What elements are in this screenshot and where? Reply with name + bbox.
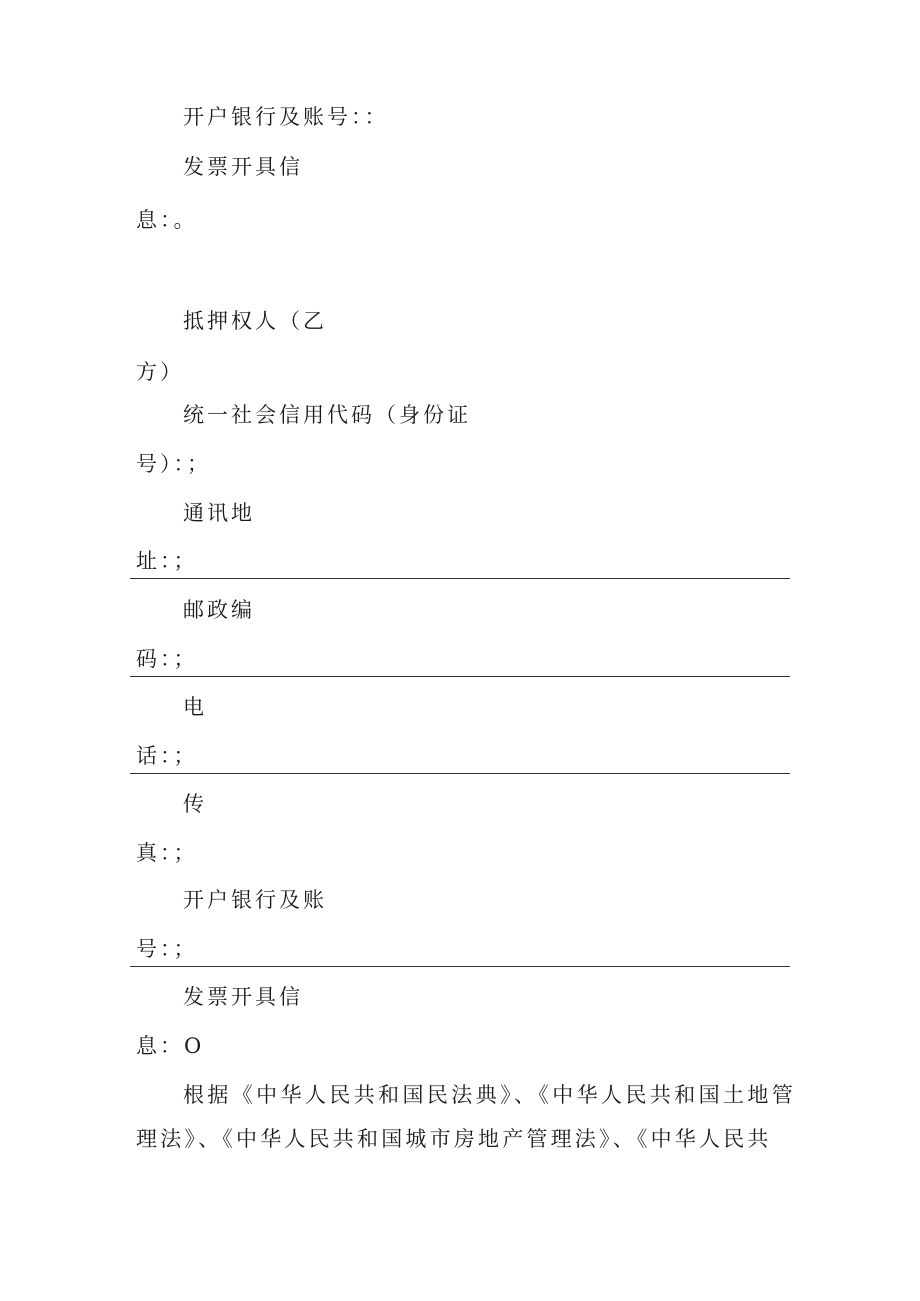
party-b-fax-value: 真：；: [136, 841, 198, 865]
party-b-postcode-value: 码：；: [136, 647, 198, 671]
party-a-bank-account: 开户银行及账号：：: [183, 105, 389, 129]
party-b-address-value: 址：；: [136, 549, 198, 573]
party-b-heading-cont: 方）: [136, 360, 184, 384]
party-b-heading: 抵押权人（乙: [183, 309, 327, 333]
party-b-credit-code-label: 统一社会信用代码（身份证: [183, 403, 471, 427]
party-b-phone-label: 电: [183, 695, 207, 719]
party-b-invoice-value: 息：O: [136, 1034, 205, 1058]
bank-underline: [130, 966, 790, 967]
party-b-credit-code-value: 号）：；: [136, 452, 211, 476]
party-b-phone-value: 话：；: [136, 744, 198, 768]
party-b-address-label: 通讯地: [183, 501, 255, 525]
party-a-invoice-value: 息：。: [136, 208, 198, 232]
party-b-bank-value: 号：；: [136, 937, 198, 961]
phone-underline: [130, 773, 790, 774]
party-a-invoice-label: 发票开具信: [183, 155, 303, 179]
party-b-fax-label: 传: [183, 792, 207, 816]
party-b-postcode-label: 邮政编: [183, 598, 255, 622]
address-underline: [130, 578, 790, 579]
party-b-bank-label: 开户银行及账: [183, 888, 327, 912]
postcode-underline: [130, 676, 790, 677]
party-b-invoice-label: 发票开具信: [183, 985, 303, 1009]
legal-basis-paragraph: 根据《中华人民共和国民法典》、《中华人民共和国土地管理法》、《中华人民共和国城市房地产管理法》、《中华人民共: [136, 1083, 796, 1151]
